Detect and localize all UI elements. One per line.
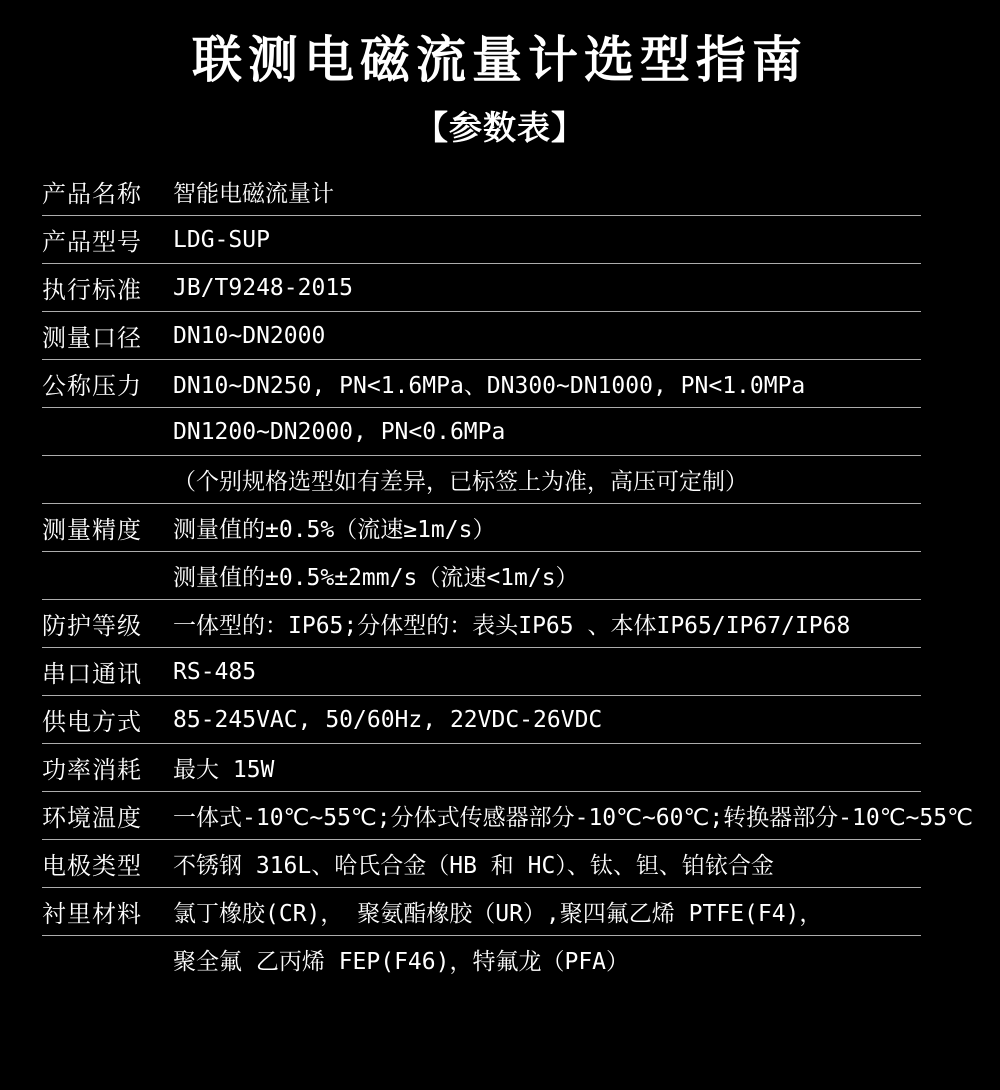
spec-value: RS-485 [173,658,257,685]
spec-label: 串口通讯 [42,661,142,688]
spec-label: 防护等级 [42,613,142,640]
spec-label: 电极类型 [42,853,142,880]
spec-value: JB/T9248-2015 [173,274,354,301]
spec-label: 功率消耗 [42,757,142,784]
spec-label: 环境温度 [42,805,142,832]
spec-row-accuracy [42,504,921,552]
spec-label: 执行标准 [42,277,142,304]
spec-label: 供电方式 [42,709,142,736]
spec-label: 测量精度 [42,517,142,544]
spec-row-product-name [42,168,921,216]
spec-row-accuracy-cont [42,552,921,600]
spec-row-ambient-temp [42,792,973,840]
spec-value: 不锈钢 316L、哈氏合金（HB 和 HC）、钛、钽、铂铱合金 [173,853,774,879]
spec-row-pressure [42,360,921,408]
spec-row-electrode [42,840,921,888]
spec-row-serial [42,648,921,696]
spec-value: （个别规格选型如有差异，已标签上为准，高压可定制） [173,469,748,495]
spec-value: DN10~DN250, PN<1.6MPa、DN300~DN1000, PN<1.0MPa [173,373,806,399]
spec-value: 85-245VAC, 50/60Hz, 22VDC-26VDC [173,706,603,733]
page-title: 联测电磁流量计选型指南 [192,32,808,88]
spec-value: 一体式-10℃~55℃;分体式传感器部分-10℃~60℃;转换器部分-10℃~55℃ [173,805,973,831]
spec-row-standard [42,264,921,312]
spec-value: 聚全氟 乙丙烯 FEP(F46)，特氟龙（PFA） [173,949,630,975]
spec-row-product-model [42,216,921,264]
spec-value: 氯丁橡胶(CR)， 聚氨酯橡胶（UR）,聚四氟乙烯 PTFE(F4)， [173,901,823,927]
spec-value: 最大 15W [173,757,275,783]
page-subtitle: 【参数表】 [415,109,585,146]
spec-row-power-supply [42,696,921,744]
spec-value: DN1200~DN2000, PN<0.6MPa [173,418,506,445]
spec-value: 测量值的±0.5%（流速≥1m/s） [173,517,496,543]
spec-row-pressure-cont [42,408,921,456]
spec-label: 产品名称 [42,181,142,208]
spec-row-pressure-note [42,456,921,504]
spec-row-lining-cont [42,936,921,983]
spec-row-power-consumption [42,744,921,792]
spec-value: DN10~DN2000 [173,322,326,349]
parameter-table [42,168,973,983]
spec-value: 智能电磁流量计 [173,181,334,207]
spec-label: 公称压力 [42,373,142,400]
spec-row-lining [42,888,921,936]
spec-row-diameter [42,312,921,360]
spec-row-protection [42,600,921,648]
spec-value: 一体型的：IP65;分体型的：表头IP65 、本体IP65/IP67/IP68 [173,613,851,639]
spec-label: 测量口径 [42,325,142,352]
spec-label: 衬里材料 [42,901,142,928]
spec-value: 测量值的±0.5%±2mm/s（流速<1m/s） [173,565,579,591]
spec-value: LDG-SUP [173,226,270,253]
spec-label: 产品型号 [42,229,142,256]
